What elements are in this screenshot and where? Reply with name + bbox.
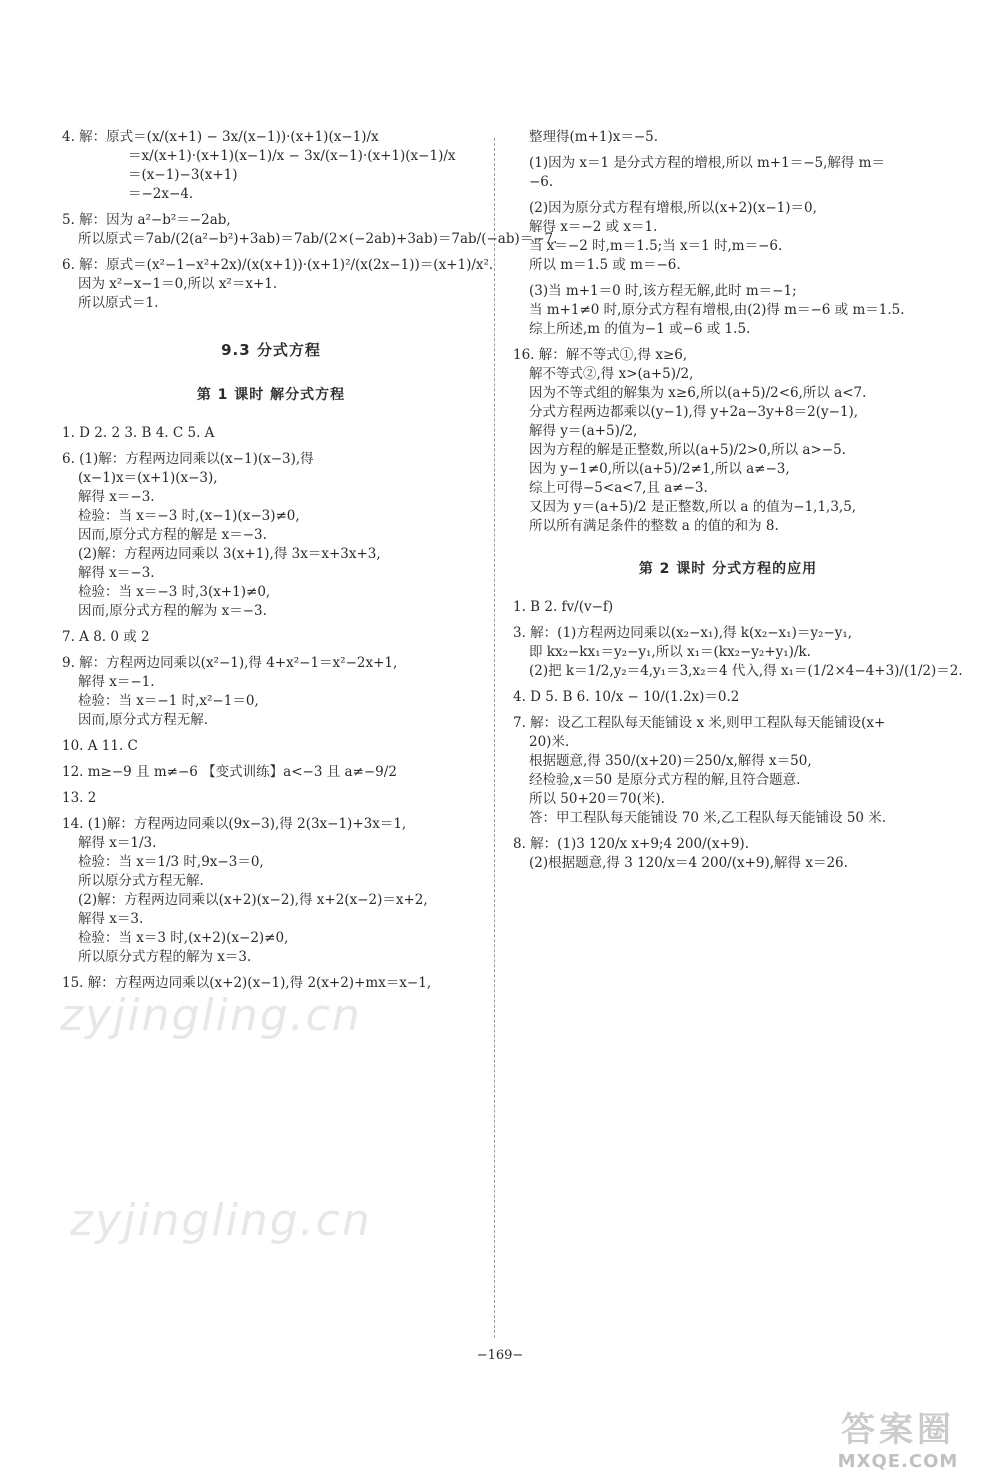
solution-line: 8. 解：(1)3 120/x x+9;4 200/(x+9). <box>513 836 749 852</box>
lesson1-title: 第 1 课时 解分式方程 <box>196 387 346 403</box>
solution-line: 整理得(m+1)x＝−5. <box>529 129 659 145</box>
solution-line: 当 x＝−2 时,m＝1.5;当 x＝1 时,m＝−6. <box>529 238 783 254</box>
solution-line: 所以 50+20＝70(米). <box>529 791 665 807</box>
solution-line: (2)把 k＝1/2,y₂＝4,y₁＝3,x₂＝4 代入,得 x₁＝(1/2×4−4+3)/(1/2)＝2. <box>529 663 963 679</box>
solution-line: 7. 解：设乙工程队每天能铺设 x 米,则甲工程队每天能铺设(x+ <box>513 715 886 731</box>
solution-line: 即 kx₂−kx₁＝y₂−y₁,所以 x₁＝(kx₂−y₂+y₁)/k. <box>529 644 811 660</box>
solution-line: 因为不等式组的解集为 x≥6,所以(a+5)/2<6,所以 a<7. <box>529 385 867 401</box>
solution-line: 综上所述,m 的值为−1 或−6 或 1.5. <box>529 321 751 337</box>
solution-line: (1)因为 x＝1 是分式方程的增根,所以 m+1＝−5,解得 m＝ <box>529 155 885 171</box>
solution-line: 7. A 8. 0 或 2 <box>62 629 150 645</box>
solution-line: 13. 2 <box>62 790 97 806</box>
solution-line: 6. (1)解：方程两边同乘以(x−1)(x−3),得 <box>62 451 314 467</box>
solution-line: 1. B 2. fv/(v−f) <box>513 599 614 615</box>
solution-line: 20)米. <box>529 734 570 750</box>
solution-line: 又因为 y＝(a+5)/2 是正整数,所以 a 的值为−1,1,3,5, <box>529 499 857 515</box>
solution-line: 检验：当 x＝−1 时,x²−1＝0, <box>78 693 259 709</box>
left-top-solutions <box>62 128 558 313</box>
solution-line: 检验：当 x＝1/3 时,9x−3＝0, <box>78 854 264 870</box>
solution-line: 因为 x²−x−1＝0,所以 x²＝x+1. <box>78 276 278 292</box>
right-bottom-solutions <box>513 598 963 873</box>
solution-line: 综上可得−5<a<7,且 a≠−3. <box>529 480 708 496</box>
solution-line: 所以原分式方程无解. <box>78 873 204 889</box>
solution-line: (2)解：方程两边同乘以 3(x+1),得 3x＝x+3x+3, <box>78 546 381 562</box>
page-number: −169− <box>476 1348 524 1363</box>
site-logo <box>808 1402 988 1472</box>
solution-line: 解得 x＝−3. <box>78 489 155 505</box>
solution-line: 所以 m＝1.5 或 m＝−6. <box>529 257 681 273</box>
solution-line: 1. D 2. 2 3. B 4. C 5. A <box>62 425 215 441</box>
column-divider <box>494 138 495 1338</box>
solution-line: 5. 解：因为 a²−b²＝−2ab, <box>62 212 231 228</box>
solution-line: 所以所有满足条件的整数 a 的值的和为 8. <box>529 518 779 534</box>
solution-line: 当 m+1≠0 时,原分式方程有增根,由(2)得 m＝−6 或 m＝1.5. <box>529 302 905 318</box>
solution-line: (2)根据题意,得 3 120/x＝4 200/(x+9),解得 x＝26. <box>529 855 848 871</box>
solution-line: 检验：当 x＝−3 时,3(x+1)≠0, <box>78 584 271 600</box>
solution-line: 所以原式＝1. <box>78 295 159 311</box>
solution-line: 解得 x＝−2 或 x＝1. <box>529 219 658 235</box>
solution-line: 解得 x＝−1. <box>78 674 155 690</box>
watermark: zyjingling.cn <box>70 1195 372 1246</box>
solution-line: 根据题意,得 350/(x+20)＝250/x,解得 x＝50, <box>529 753 812 769</box>
solution-line: 12. m≥−9 且 m≠−6 【变式训练】a<−3 且 a≠−9/2 <box>62 764 397 780</box>
solution-line: 所以原分式方程的解为 x＝3. <box>78 949 252 965</box>
solution-line: 因而,原分式方程无解. <box>78 712 209 728</box>
solution-line: 解得 x＝3. <box>78 911 144 927</box>
solution-line: 检验：当 x＝3 时,(x+2)(x−2)≠0, <box>78 930 289 946</box>
solution-line: 解得 x＝−3. <box>78 565 155 581</box>
solution-line: 10. A 11. C <box>62 738 138 754</box>
solution-line: ＝−2x−4. <box>128 186 194 202</box>
solution-line: (2)因为原分式方程有增根,所以(x+2)(x−1)＝0, <box>529 200 817 216</box>
solution-line: 解不等式②,得 x>(a+5)/2, <box>529 366 694 382</box>
solution-line: 解得 x＝1/3. <box>78 835 157 851</box>
right-column <box>513 128 963 873</box>
right-top-solutions <box>513 128 943 536</box>
solution-line: (2)解：方程两边同乘以(x+2)(x−2),得 x+2(x−2)＝x+2, <box>78 892 428 908</box>
solution-line: 因为 y−1≠0,所以(a+5)/2≠1,所以 a≠−3, <box>529 461 790 477</box>
solution-line: (x−1)x＝(x+1)(x−3), <box>78 470 218 486</box>
solution-line: 解得 y＝(a+5)/2, <box>529 423 638 439</box>
section-title: 9.3 分式方程 <box>221 341 321 359</box>
solution-line: 因而,原分式方程的解是 x＝−3. <box>78 527 267 543</box>
logo-mark: 答案圈 <box>841 1410 955 1450</box>
solution-line: 因为方程的解是正整数,所以(a+5)/2>0,所以 a>−5. <box>529 442 846 458</box>
solution-line: 因而,原分式方程的解为 x＝−3. <box>78 603 267 619</box>
logo-text: MXQE.COM <box>837 1451 959 1472</box>
lesson2-title: 第 2 课时 分式方程的应用 <box>638 561 818 577</box>
solution-line: 4. D 5. B 6. 10/x − 10/(1.2x)＝0.2 <box>513 689 740 705</box>
solution-line: 4. 解：原式＝(x/(x+1) − 3x/(x−1))·(x+1)(x−1)/x <box>62 129 379 145</box>
solution-line: 3. 解：(1)方程两边同乘以(x₂−x₁),得 k(x₂−x₁)＝y₂−y₁, <box>513 625 853 641</box>
left-bottom-solutions <box>62 424 480 993</box>
solution-line: 经检验,x＝50 是原分式方程的解,且符合题意. <box>529 772 801 788</box>
solution-line: 14. (1)解：方程两边同乘以(9x−3),得 2(3x−1)+3x＝1, <box>62 816 407 832</box>
solution-line: 15. 解：方程两边同乘以(x+2)(x−1),得 2(x+2)+mx＝x−1, <box>62 975 432 991</box>
solution-line: ＝x/(x+1)·(x+1)(x−1)/x − 3x/(x−1)·(x+1)(x−1)/x <box>128 148 456 164</box>
solution-line: 所以原式＝7ab/(2(a²−b²)+3ab)＝7ab/(2×(−2ab)+3ab)＝7ab/(−ab)＝−7. <box>78 231 558 247</box>
solution-line: 分式方程两边都乘以(y−1),得 y+2a−3y+8＝2(y−1), <box>529 404 859 420</box>
solution-line: (3)当 m+1＝0 时,该方程无解,此时 m＝−1; <box>529 283 797 299</box>
solution-line: 检验：当 x＝−3 时,(x−1)(x−3)≠0, <box>78 508 300 524</box>
watermark: zyjingling.cn <box>60 990 362 1041</box>
solution-line: 16. 解：解不等式①,得 x≥6, <box>513 347 688 363</box>
solution-line: 答：甲工程队每天能铺设 70 米,乙工程队每天能铺设 50 米. <box>529 810 887 826</box>
solution-line: 9. 解：方程两边同乘以(x²−1),得 4+x²−1＝x²−2x+1, <box>62 655 398 671</box>
solution-line: 6. 解：原式＝(x²−1−x²+2x)/(x(x+1))·(x+1)²/(x(2x−1))＝(x+1)/x². <box>62 257 494 273</box>
solution-line: −6. <box>529 174 554 190</box>
solution-line: ＝(x−1)−3(x+1) <box>128 167 238 183</box>
